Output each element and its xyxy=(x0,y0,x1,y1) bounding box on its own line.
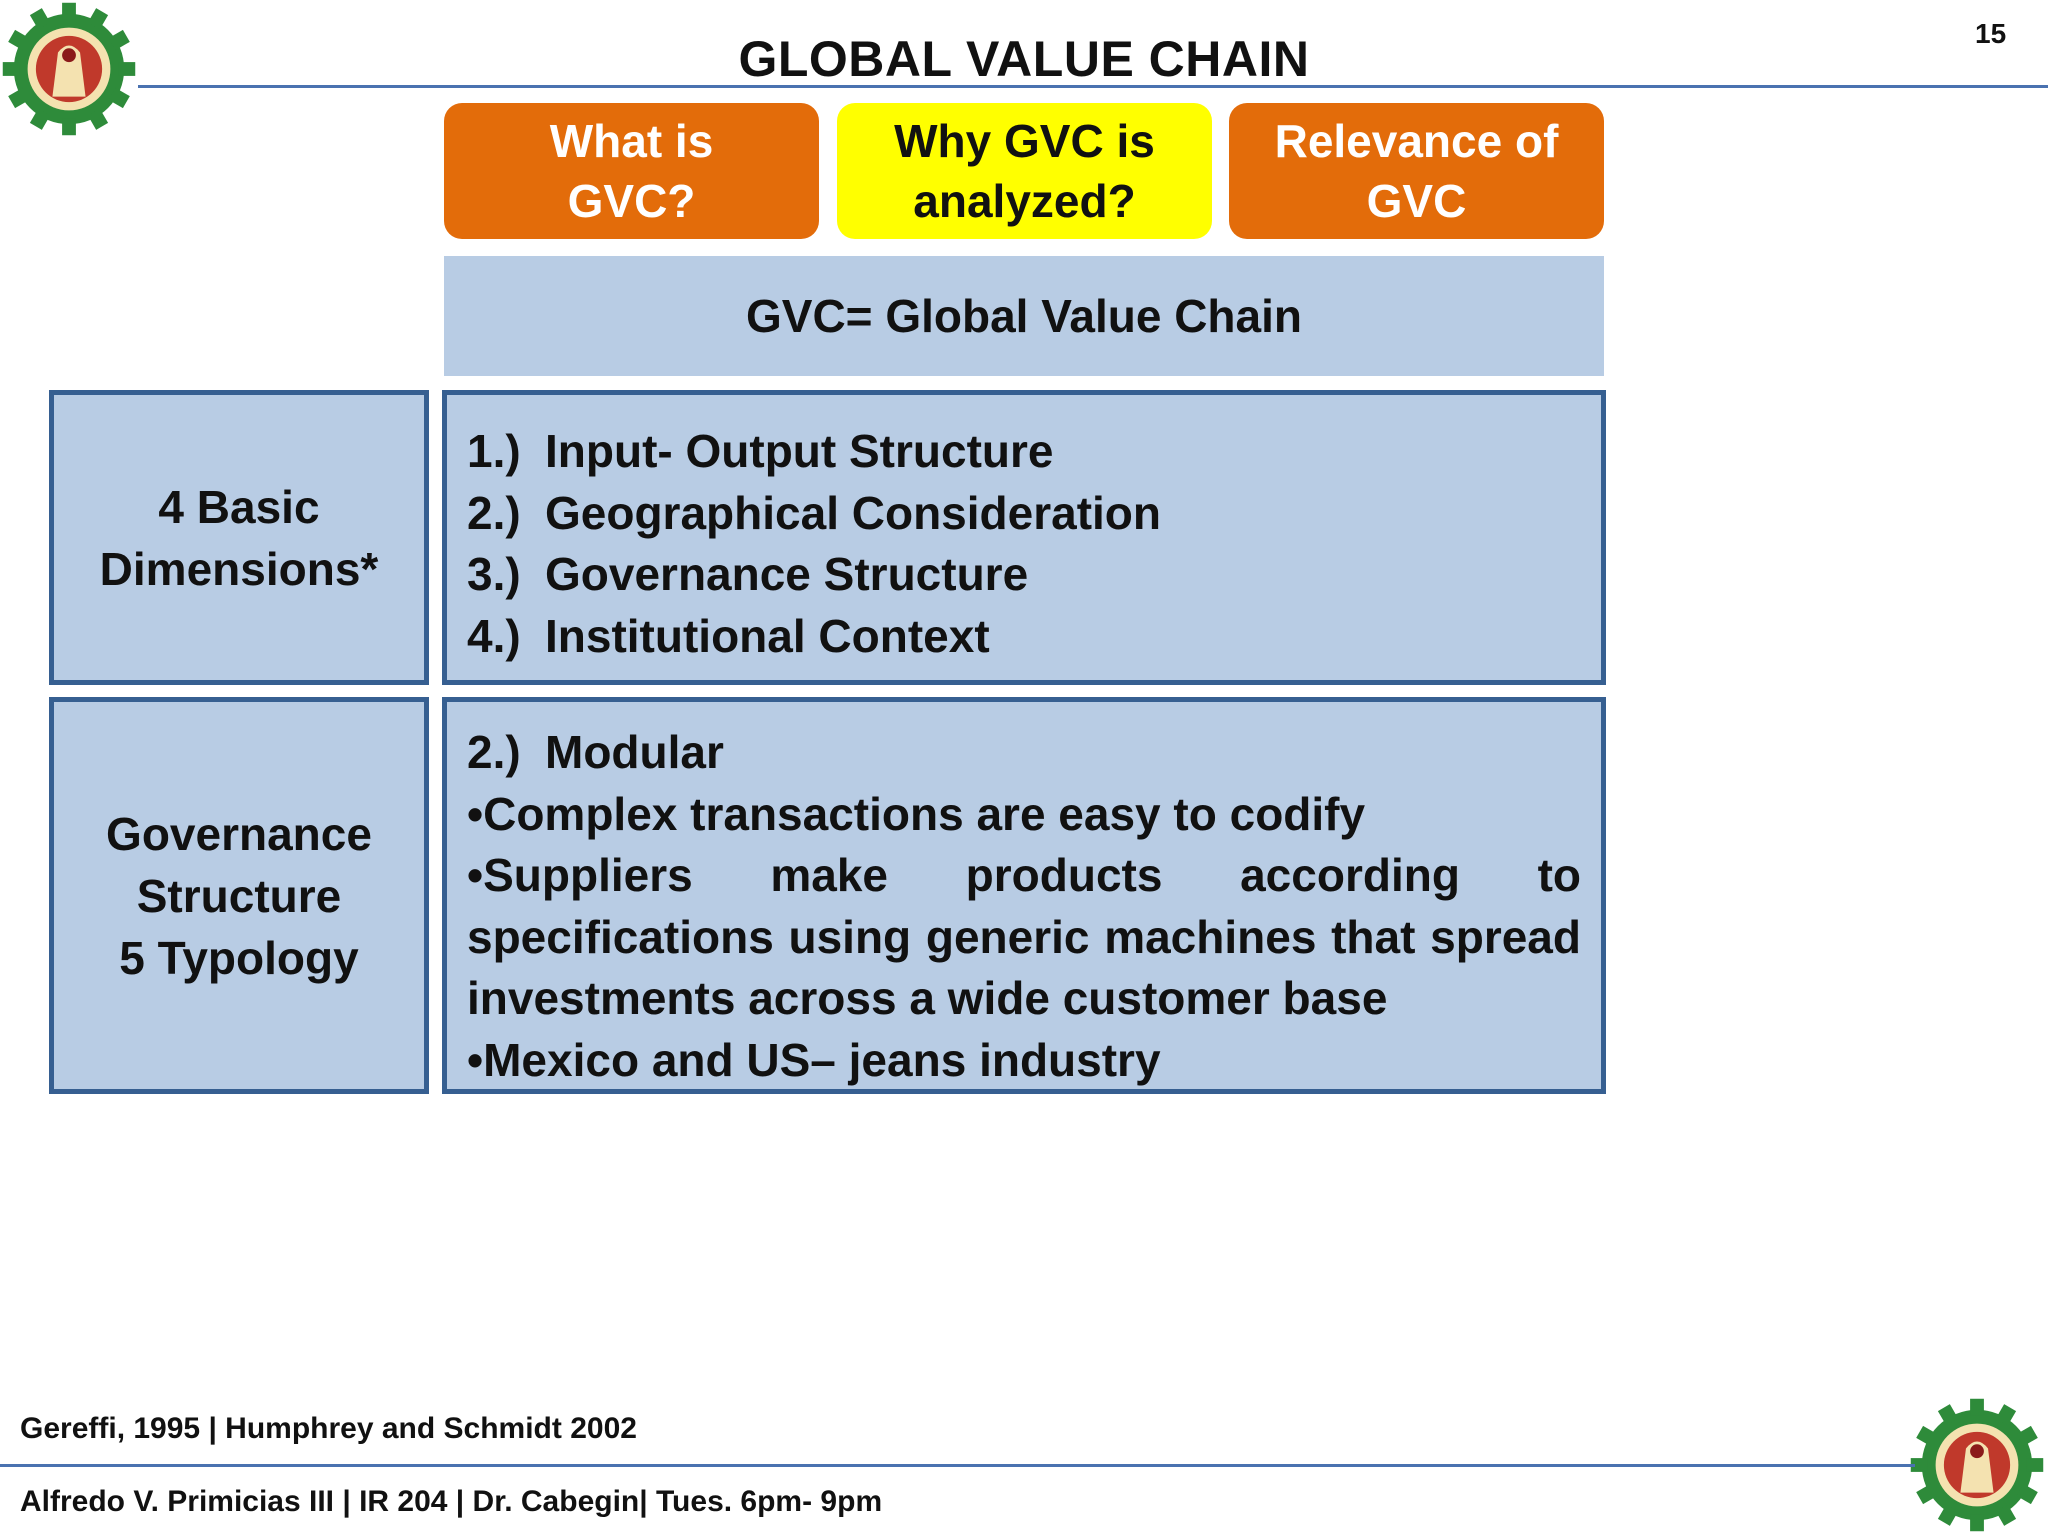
tab-label-line2: analyzed? xyxy=(913,175,1136,227)
list-item-number: 1.) xyxy=(467,425,521,477)
definition-bar xyxy=(444,256,1604,376)
bottom-divider xyxy=(0,1464,1915,1467)
list-item xyxy=(467,544,1581,606)
dimensions-list-box xyxy=(442,390,1606,685)
list-item-text: Input- Output Structure xyxy=(545,425,1054,477)
bullet-item: •Suppliers make products according to specifications using generic machines that spread investments across a wide customer base xyxy=(467,849,1581,1024)
footer-references: Gereffi, 1995 | Humphrey and Schmidt 2002 xyxy=(20,1412,637,1445)
tab-label-line2: GVC? xyxy=(567,175,696,227)
tab-label-line2: GVC xyxy=(1366,175,1467,227)
tab-label-line1: Why GVC is xyxy=(894,115,1155,167)
bullet-item: •Mexico and US– jeans industry xyxy=(467,1033,1161,1086)
list-item-number: 3.) xyxy=(467,548,521,600)
governance-detail-box xyxy=(442,697,1606,1094)
list-item xyxy=(467,421,1581,483)
list-item-number: 4.) xyxy=(467,609,521,662)
list-item-text: Institutional Context xyxy=(545,609,990,662)
list-item xyxy=(467,483,1581,545)
governance-heading-text: Modular xyxy=(545,726,724,778)
governance-label-line3: 5 Typology xyxy=(119,931,359,984)
list-item-number: 2.) xyxy=(467,486,521,539)
tab-why-gvc-analyzed[interactable] xyxy=(837,103,1212,239)
governance-label-line2: Structure xyxy=(136,869,342,922)
footer-author-line: Alfredo V. Primicias III | IR 204 | Dr. Cabegin| Tues. 6pm- 9pm xyxy=(20,1485,883,1518)
definition-text: GVC= Global Value Chain xyxy=(746,290,1302,342)
dimensions-label-line2: Dimensions* xyxy=(99,542,379,595)
list-item-text: Governance Structure xyxy=(545,548,1029,600)
governance-heading-number: 2.) xyxy=(467,726,521,778)
tab-label-line1: Relevance of xyxy=(1274,115,1559,167)
list-item-text: Geographical Consideration xyxy=(545,486,1161,539)
governance-heading xyxy=(467,722,1581,784)
tab-relevance-of-gvc[interactable] xyxy=(1229,103,1604,239)
page-title: GLOBAL VALUE CHAIN xyxy=(738,31,1310,87)
page-number: 15 xyxy=(1975,18,2007,49)
university-seal-icon xyxy=(1908,1396,2046,1534)
bullet-item: •Complex transactions are easy to codify xyxy=(467,787,1366,840)
governance-label-box xyxy=(49,697,429,1094)
tab-what-is-gvc[interactable] xyxy=(444,103,819,239)
governance-label-line1: Governance xyxy=(106,807,372,860)
tab-label-line1: What is xyxy=(549,115,714,167)
dimensions-label-line1: 4 Basic xyxy=(158,480,320,533)
dimensions-label-box xyxy=(49,390,429,685)
list-item xyxy=(467,606,1581,668)
